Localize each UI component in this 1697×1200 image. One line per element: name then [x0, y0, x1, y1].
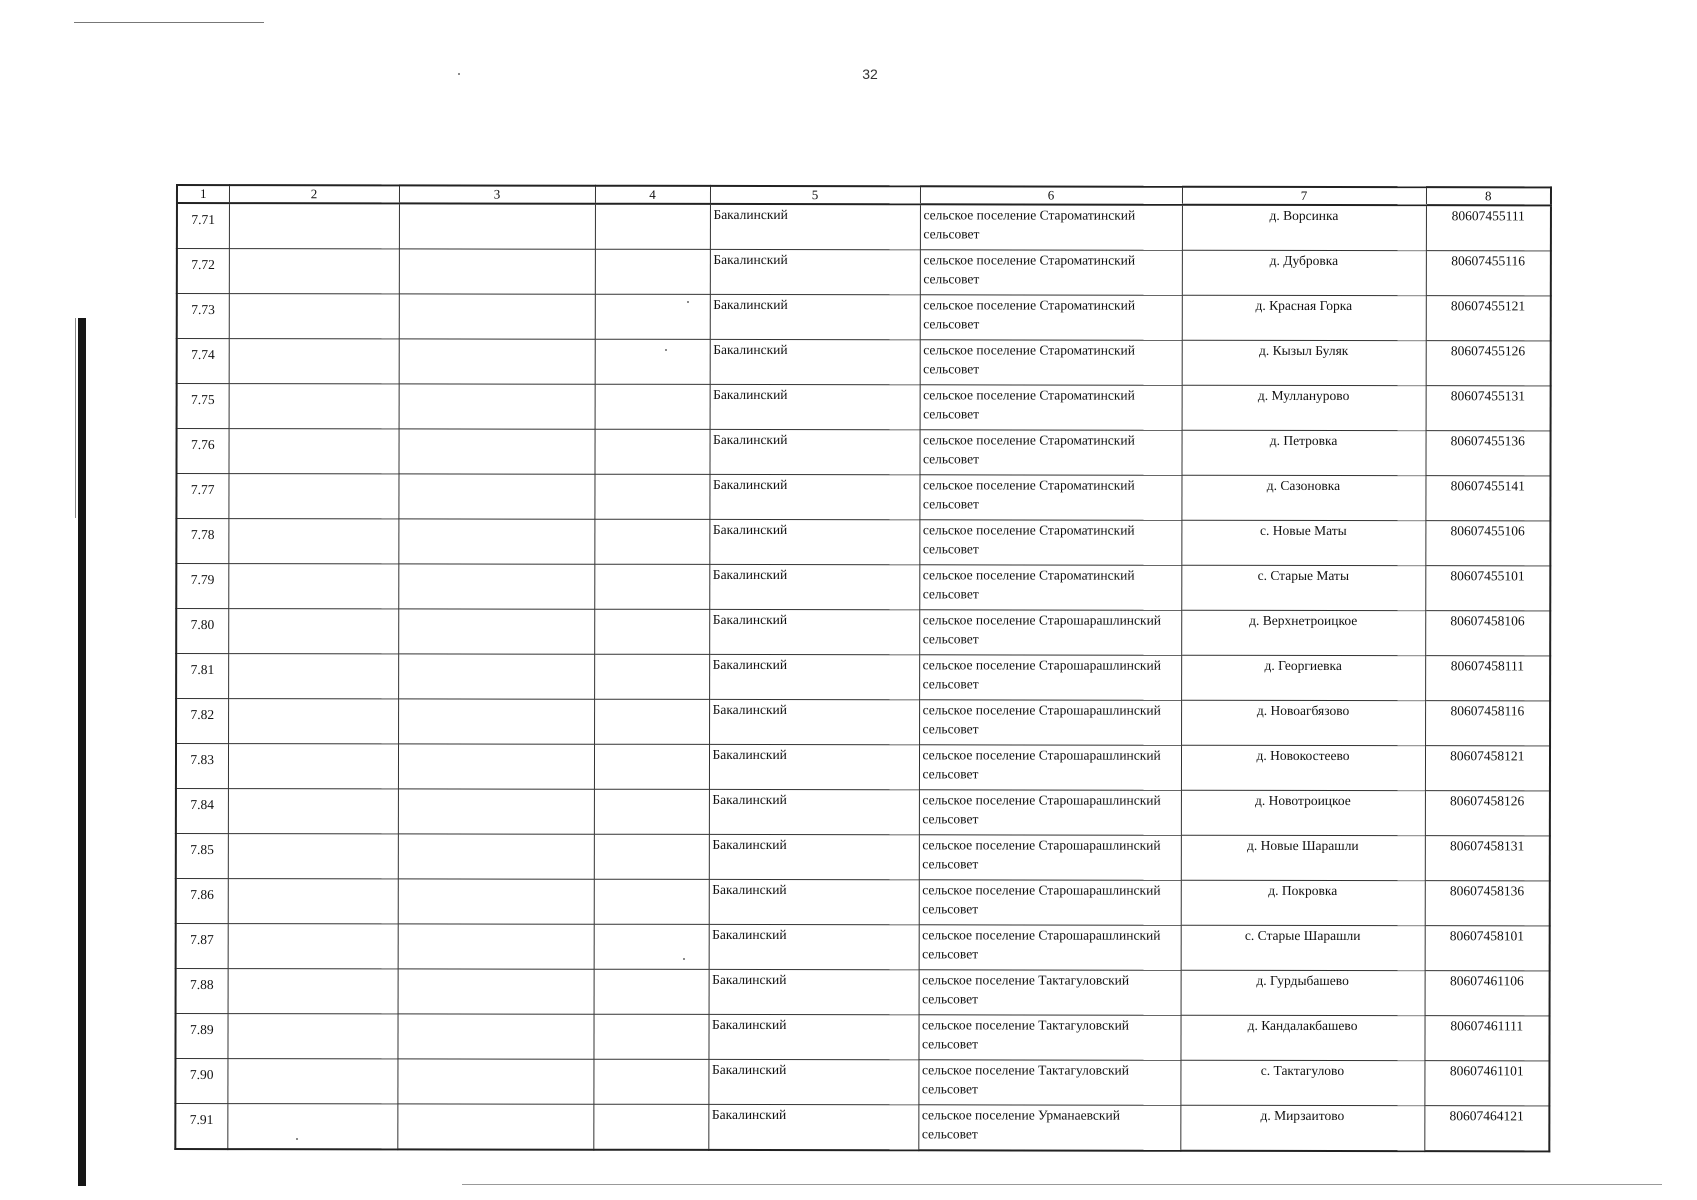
district-cell: Бакалинский: [709, 519, 919, 564]
cell-col-4: [595, 384, 710, 429]
district-cell: Бакалинский: [709, 654, 919, 699]
district-cell: Бакалинский: [710, 294, 920, 339]
oktmo-code-cell: 80607455101: [1425, 566, 1550, 611]
locality-cell: д. Кандалакбашево: [1180, 1015, 1424, 1060]
row-number: 7.81: [176, 654, 228, 699]
oktmo-code-cell: 80607455136: [1425, 431, 1550, 476]
settlement-cell: сельское поселение Старошарашлинский сельсовет: [919, 880, 1181, 925]
row-number: 7.89: [175, 1014, 227, 1059]
cell-col-4: [594, 834, 709, 879]
row-number: 7.73: [177, 294, 229, 339]
settlement-cell: сельское поселение Старошарашлинский сельсовет: [919, 745, 1181, 790]
cell-col-3: [398, 429, 594, 474]
table-row: [176, 924, 1550, 971]
cell-col-4: [595, 339, 710, 384]
settlement-cell: сельское поселение Тактагуловский сельсовет: [919, 970, 1181, 1015]
row-number: 7.72: [177, 249, 229, 294]
cell-col-3: [398, 474, 594, 519]
row-number: 7.76: [176, 429, 228, 474]
row-number: 7.84: [176, 789, 228, 834]
oktmo-code-cell: 80607458136: [1425, 881, 1550, 926]
registry-table-body: [175, 185, 1551, 1151]
registry-table: [174, 184, 1552, 1152]
row-number: 7.90: [175, 1059, 227, 1104]
settlement-cell: сельское поселение Тактагуловский сельсовет: [918, 1060, 1180, 1105]
oktmo-code-cell: 80607458126: [1425, 791, 1550, 836]
column-header: 1: [177, 185, 229, 203]
cell-col-3: [398, 609, 594, 654]
column-header: 7: [1182, 187, 1426, 205]
cell-col-2: [228, 429, 398, 474]
cell-col-3: [399, 339, 595, 384]
cell-col-4: [594, 609, 709, 654]
settlement-cell: сельское поселение Урманаевский сельсовет: [918, 1105, 1180, 1151]
oktmo-code-cell: 80607455141: [1425, 476, 1550, 521]
settlement-cell: сельское поселение Староматинский сельсовет: [920, 340, 1182, 385]
column-number-header-row: [177, 185, 1551, 205]
cell-col-2: [229, 294, 399, 339]
cell-col-2: [228, 699, 398, 744]
oktmo-code-cell: 80607455116: [1426, 251, 1551, 296]
cell-col-3: [398, 744, 594, 789]
column-header: 4: [595, 186, 710, 204]
cell-col-3: [397, 1059, 593, 1104]
cell-col-4: [595, 294, 710, 339]
locality-cell: д. Мулланурово: [1182, 385, 1426, 430]
cell-col-4: [594, 654, 709, 699]
locality-cell: д. Ворсинка: [1182, 205, 1426, 251]
locality-cell: д. Новотроицкое: [1181, 790, 1425, 835]
settlement-cell: сельское поселение Староматинский сельсовет: [920, 250, 1182, 295]
table-row: [175, 1059, 1549, 1106]
locality-cell: д. Кызыл Буляк: [1182, 340, 1426, 385]
row-number: 7.85: [176, 834, 228, 879]
settlement-cell: сельское поселение Старошарашлинский сельсовет: [919, 655, 1181, 700]
settlement-cell: сельское поселение Староматинский сельсовет: [919, 430, 1181, 475]
column-header: 6: [920, 186, 1182, 204]
district-cell: Бакалинский: [708, 1059, 918, 1104]
table-row: [177, 339, 1551, 386]
table-row: [176, 834, 1550, 881]
cell-col-2: [228, 609, 398, 654]
table-row: [176, 879, 1550, 926]
locality-cell: д. Красная Горка: [1182, 295, 1426, 340]
settlement-cell: сельское поселение Староматинский сельсовет: [919, 565, 1181, 610]
cell-col-3: [399, 203, 595, 249]
district-cell: Бакалинский: [709, 879, 919, 924]
cell-col-2: [228, 924, 398, 969]
locality-cell: д. Дубровка: [1182, 250, 1426, 295]
settlement-cell: сельское поселение Старошарашлинский сельсовет: [919, 790, 1181, 835]
locality-cell: д. Новые Шарашли: [1181, 835, 1425, 880]
oktmo-code-cell: 80607461111: [1424, 1016, 1549, 1061]
cell-col-2: [228, 744, 398, 789]
table-row: [176, 789, 1550, 836]
oktmo-code-cell: 80607461106: [1425, 971, 1550, 1016]
scan-artifact-left-edge: [78, 318, 86, 1186]
cell-col-2: [229, 203, 399, 249]
row-number: 7.82: [176, 699, 228, 744]
table-row: [177, 249, 1551, 296]
oktmo-code-cell: 80607455131: [1426, 386, 1551, 431]
row-number: 7.71: [177, 203, 229, 249]
table-row: [176, 564, 1550, 611]
cell-col-4: [594, 474, 709, 519]
district-cell: Бакалинский: [710, 249, 920, 294]
scan-artifact-top-line: [74, 22, 264, 23]
district-cell: Бакалинский: [709, 474, 919, 519]
oktmo-code-cell: 80607464121: [1424, 1106, 1549, 1152]
cell-col-2: [229, 384, 399, 429]
oktmo-code-cell: 80607458131: [1425, 836, 1550, 881]
cell-col-3: [398, 789, 594, 834]
row-number: 7.83: [176, 744, 228, 789]
cell-col-4: [593, 1014, 708, 1059]
locality-cell: с. Старые Маты: [1181, 565, 1425, 610]
locality-cell: д. Гурдыбашево: [1181, 970, 1425, 1015]
column-header: 2: [229, 185, 399, 203]
settlement-cell: сельское поселение Старошарашлинский сельсовет: [919, 835, 1181, 880]
cell-col-3: [398, 699, 594, 744]
table-row: [176, 969, 1550, 1016]
district-cell: Бакалинский: [709, 789, 919, 834]
oktmo-code-cell: 80607455106: [1425, 521, 1550, 566]
cell-col-4: [594, 744, 709, 789]
cell-col-4: [593, 1104, 708, 1150]
row-number: 7.87: [176, 924, 228, 969]
settlement-cell: сельское поселение Староматинский сельсовет: [920, 385, 1182, 430]
district-cell: Бакалинский: [709, 969, 919, 1014]
district-cell: Бакалинский: [710, 384, 920, 429]
locality-cell: с. Тактагулово: [1180, 1060, 1424, 1105]
locality-cell: д. Верхнетроицкое: [1181, 610, 1425, 655]
oktmo-code-cell: 80607455126: [1426, 341, 1551, 386]
row-number: 7.79: [176, 564, 228, 609]
cell-col-3: [397, 1104, 593, 1150]
table-row: [175, 1104, 1549, 1152]
table-row: [176, 429, 1550, 476]
row-number: 7.86: [176, 879, 228, 924]
district-cell: Бакалинский: [708, 1014, 918, 1059]
cell-col-4: [594, 429, 709, 474]
row-number: 7.78: [176, 519, 228, 564]
cell-col-3: [399, 384, 595, 429]
cell-col-4: [594, 564, 709, 609]
cell-col-2: [228, 834, 398, 879]
cell-col-3: [399, 249, 595, 294]
cell-col-3: [398, 969, 594, 1014]
cell-col-4: [594, 969, 709, 1014]
row-number: 7.75: [177, 384, 229, 429]
settlement-cell: сельское поселение Старошарашлинский сельсовет: [919, 610, 1181, 655]
oktmo-code-cell: 80607458116: [1425, 701, 1550, 746]
page-number: 32: [862, 66, 878, 82]
scan-speck: [458, 73, 460, 75]
row-number: 7.74: [177, 339, 229, 384]
oktmo-code-cell: 80607461101: [1424, 1061, 1549, 1106]
cell-col-2: [227, 1059, 397, 1104]
row-number: 7.77: [176, 474, 228, 519]
district-cell: Бакалинский: [710, 339, 920, 384]
cell-col-2: [228, 519, 398, 564]
row-number: 7.91: [175, 1104, 227, 1150]
column-header: 8: [1426, 187, 1551, 205]
oktmo-code-cell: 80607455121: [1426, 296, 1551, 341]
column-header: 5: [710, 186, 920, 204]
settlement-cell: сельское поселение Тактагуловский сельсовет: [918, 1015, 1180, 1060]
oktmo-code-cell: 80607458121: [1425, 746, 1550, 791]
settlement-cell: сельское поселение Староматинский сельсовет: [920, 204, 1182, 250]
cell-col-2: [227, 1014, 397, 1059]
cell-col-3: [399, 294, 595, 339]
cell-col-3: [398, 654, 594, 699]
locality-cell: д. Мирзаитово: [1180, 1105, 1424, 1151]
district-cell: Бакалинский: [709, 564, 919, 609]
district-cell: Бакалинский: [709, 429, 919, 474]
cell-col-4: [595, 249, 710, 294]
cell-col-3: [398, 834, 594, 879]
cell-col-2: [228, 879, 398, 924]
cell-col-4: [594, 789, 709, 834]
table-row: [175, 1014, 1549, 1061]
oktmo-code-cell: 80607458101: [1425, 926, 1550, 971]
district-cell: Бакалинский: [710, 204, 920, 250]
table-row: [176, 609, 1550, 656]
cell-col-3: [398, 519, 594, 564]
cell-col-3: [398, 924, 594, 969]
cell-col-4: [594, 699, 709, 744]
settlement-cell: сельское поселение Старошарашлинский сельсовет: [919, 700, 1181, 745]
table-row: [176, 654, 1550, 701]
district-cell: Бакалинский: [709, 834, 919, 879]
cell-col-2: [228, 789, 398, 834]
cell-col-2: [228, 969, 398, 1014]
cell-col-2: [228, 564, 398, 609]
cell-col-2: [228, 654, 398, 699]
locality-cell: д. Петровка: [1181, 430, 1425, 475]
district-cell: Бакалинский: [709, 924, 919, 969]
cell-col-3: [397, 1014, 593, 1059]
locality-cell: д. Сазоновка: [1181, 475, 1425, 520]
table-row: [177, 384, 1551, 431]
scan-artifact-bottom-line: [462, 1184, 1662, 1185]
row-number: 7.80: [176, 609, 228, 654]
cell-col-4: [594, 519, 709, 564]
cell-col-2: [227, 1104, 397, 1150]
locality-cell: д. Новокостеево: [1181, 745, 1425, 790]
locality-cell: д. Георгиевка: [1181, 655, 1425, 700]
locality-cell: с. Старые Шарашли: [1181, 925, 1425, 970]
cell-col-4: [594, 924, 709, 969]
cell-col-3: [398, 879, 594, 924]
settlement-cell: сельское поселение Старошарашлинский сельсовет: [919, 925, 1181, 970]
cell-col-2: [229, 249, 399, 294]
scan-artifact-thin-edge: [75, 318, 76, 518]
oktmo-code-cell: 80607455111: [1426, 205, 1551, 251]
settlement-cell: сельское поселение Староматинский сельсовет: [920, 295, 1182, 340]
column-header: 3: [399, 185, 595, 203]
table-row: [176, 699, 1550, 746]
district-cell: Бакалинский: [709, 699, 919, 744]
oktmo-code-cell: 80607458106: [1425, 611, 1550, 656]
cell-col-4: [595, 204, 710, 250]
table-row: [176, 744, 1550, 791]
cell-col-4: [593, 1059, 708, 1104]
cell-col-4: [594, 879, 709, 924]
cell-col-2: [229, 339, 399, 384]
table-row: [176, 519, 1550, 566]
district-cell: Бакалинский: [708, 1104, 918, 1150]
settlement-cell: сельское поселение Староматинский сельсовет: [919, 520, 1181, 565]
table-row: [177, 203, 1551, 251]
row-number: 7.88: [176, 969, 228, 1014]
oktmo-code-cell: 80607458111: [1425, 656, 1550, 701]
district-cell: Бакалинский: [709, 609, 919, 654]
locality-cell: д. Покровка: [1181, 880, 1425, 925]
settlement-cell: сельское поселение Староматинский сельсовет: [919, 475, 1181, 520]
locality-cell: с. Новые Маты: [1181, 520, 1425, 565]
table-row: [177, 294, 1551, 341]
locality-cell: д. Новоагбязово: [1181, 700, 1425, 745]
district-cell: Бакалинский: [709, 744, 919, 789]
table-row: [176, 474, 1550, 521]
cell-col-2: [228, 474, 398, 519]
cell-col-3: [398, 564, 594, 609]
